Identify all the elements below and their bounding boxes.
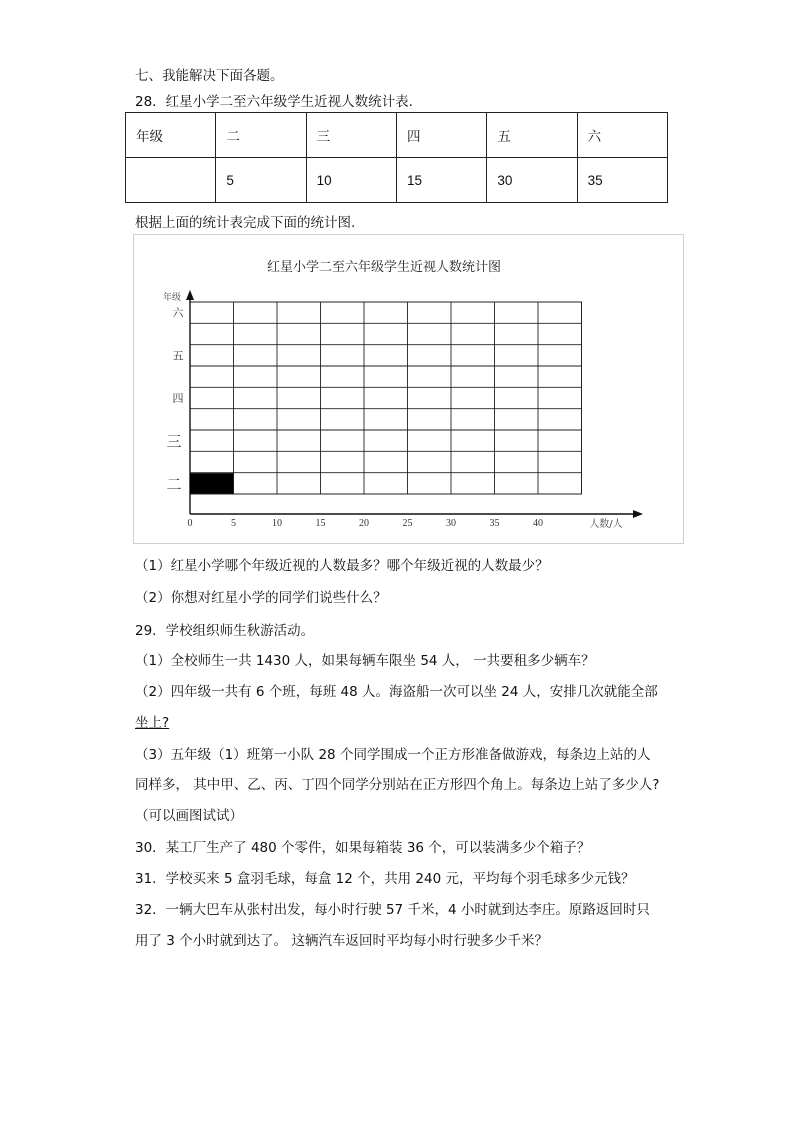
- table-cell: 六: [577, 113, 667, 158]
- x-axis-arrow: [633, 510, 643, 518]
- y-axis-label: 年级: [162, 293, 182, 303]
- x-axis-label: 人数/人: [589, 519, 623, 530]
- q29-title: 29．学校组织师生秋游活动。: [135, 623, 315, 639]
- table-cell: 15: [396, 158, 486, 203]
- x-tick-label: 20: [359, 518, 369, 529]
- table-cell: [126, 158, 216, 203]
- table-cell: 30: [487, 158, 577, 203]
- x-tick-label: 10: [272, 518, 282, 529]
- chart-title: 红星小学二至六年级学生近视人数统计图: [266, 260, 502, 275]
- x-tick-label: 35: [489, 518, 500, 529]
- y-tick-label: 五: [172, 349, 184, 363]
- x-tick-label: 40: [533, 518, 543, 529]
- q28-sub2: （2）你想对红星小学的同学们说些什么？: [135, 590, 387, 606]
- q32-line1: 32．一辆大巴车从张村出发，每小时行驶 57 千米，4 小时就到达李庄。原路返回时只: [135, 902, 650, 918]
- x-tick-label: 25: [402, 518, 413, 529]
- stats-table: [125, 112, 668, 203]
- y-tick-label: 三: [166, 432, 182, 451]
- bar: [190, 473, 234, 493]
- table-row: [126, 158, 668, 203]
- table-cell: 5: [216, 158, 306, 203]
- table-cell: 五: [487, 113, 577, 158]
- chart-grid-frame: [190, 302, 582, 494]
- q28-title: 28．红星小学二至六年级学生近视人数统计表.: [135, 94, 413, 110]
- q32-line2: 用了 3 个小时就到达了。 这辆汽车返回时平均每小时行驶多少千米？: [135, 933, 548, 949]
- bar-chart-svg: [134, 235, 683, 543]
- table-row: [126, 113, 668, 158]
- q29-sub3-line3: （可以画图试试）: [135, 808, 243, 824]
- y-tick-label: 四: [172, 392, 184, 405]
- y-tick-label: 二: [166, 475, 182, 494]
- x-tick-label: 30: [446, 518, 456, 529]
- section-heading: 七、我能解决下面各题。: [135, 68, 284, 84]
- q29-sub3-line2: 同样多， 其中甲、乙、丙、丁四个同学分别站在正方形四个角上。每条边上站了多少人?: [135, 777, 660, 793]
- q30: 30．某工厂生产了 480 个零件，如果每箱装 36 个，可以装满多少个箱子？: [135, 840, 591, 856]
- q29-sub2-line1: （2）四年级一共有 6 个班，每班 48 人。海盗船一次可以坐 24 人，安排几次就能全部: [135, 684, 658, 700]
- x-tick-label: 0: [187, 518, 193, 529]
- x-tick-label: 5: [231, 518, 236, 529]
- q28-instruction: 根据上面的统计表完成下面的统计图.: [135, 215, 356, 231]
- table-cell: 三: [306, 113, 396, 158]
- bar-chart: [133, 234, 684, 544]
- table-cell: 10: [306, 158, 396, 203]
- table-cell: 四: [396, 113, 486, 158]
- q29-sub1: （1）全校师生一共 1430 人，如果每辆车限坐 54 人， 一共要租多少辆车？: [135, 653, 595, 669]
- y-axis-arrow: [186, 290, 194, 300]
- q29-sub3-line1: （3）五年级（1）班第一小队 28 个同学围成一个正方形准备做游戏，每条边上站的人: [135, 747, 651, 763]
- table-cell: 二: [216, 113, 306, 158]
- table-cell: 年级: [126, 113, 216, 158]
- q31: 31．学校买来 5 盒羽毛球，每盒 12 个，共用 240 元，平均每个羽毛球多少元钱？: [135, 871, 635, 887]
- y-tick-label: 六: [172, 306, 184, 320]
- x-tick-label: 15: [315, 518, 326, 529]
- q28-sub1: （1）红星小学哪个年级近视的人数最多？哪个年级近视的人数最少？: [135, 558, 549, 574]
- q29-sub2-line2: 坐上?: [135, 715, 170, 731]
- table-cell: 35: [577, 158, 667, 203]
